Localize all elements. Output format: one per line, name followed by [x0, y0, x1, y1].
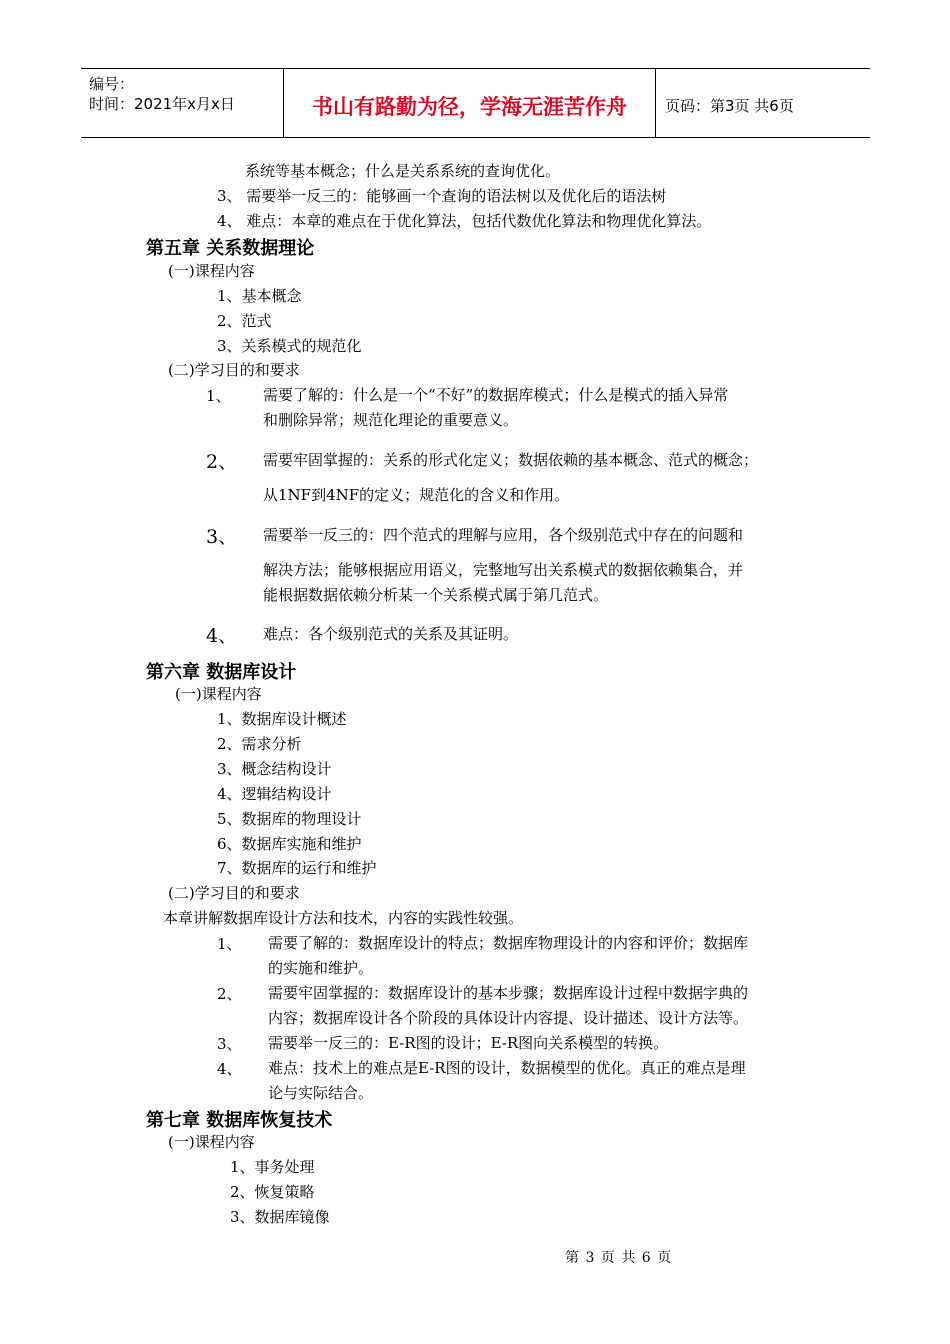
requirement-text: 需要牢固掌握的：关系的形式化定义；数据依赖的基本概念、范式的概念；	[263, 451, 759, 469]
header-motto: 书山有路勤为径，学海无涯苦作舟	[312, 95, 627, 119]
list-item: 3、概念结构设计	[217, 760, 332, 778]
requirement-text: 需要举一反三的：四个范式的理解与应用，各个级别范式中存在的问题和	[263, 526, 744, 544]
paragraph: 本章讲解数据库设计方法和技术，内容的实践性较强。	[163, 909, 524, 927]
list-item: 1、基本概念	[217, 287, 302, 305]
section-heading: (一)课程内容	[168, 262, 255, 280]
header-motto-cell	[283, 69, 656, 137]
chapter-6-title: 第六章 数据库设计	[146, 662, 297, 683]
text-line: 系统等基本概念；什么是关系系统的查询优化。	[245, 162, 561, 180]
doc-time-label: 时间：2021年x月x日	[89, 95, 235, 113]
requirement-text: 需要了解的：数据库设计的特点；数据库物理设计的内容和评价；数据库	[268, 934, 749, 952]
requirement-text: 从1NF到4NF的定义；规范化的含义和作用。	[263, 486, 570, 504]
requirement-number: 3、	[217, 1035, 242, 1053]
requirement-text: 需要举一反三的：E-R图的设计；E-R图向关系模型的转换。	[268, 1034, 669, 1052]
requirement-text: 难点：技术上的难点是E-R图的设计，数据模型的优化。真正的难点是理	[268, 1059, 746, 1077]
requirement-text: 需要了解的：什么是一个“不好”的数据库模式；什么是模式的插入异常	[263, 386, 729, 404]
list-item: 6、数据库实施和维护	[217, 835, 362, 853]
requirement-text: 能根据数据依赖分析某一个关系模式属于第几范式。	[263, 586, 609, 604]
list-item: 7、数据库的运行和维护	[217, 859, 377, 877]
requirement-text: 和删除异常；规范化理论的重要意义。	[263, 411, 519, 429]
requirement-text: 难点：各个级别范式的关系及其证明。	[263, 625, 519, 643]
section-heading: (二)学习目的和要求	[168, 884, 300, 902]
text-line: 4、 难点：本章的难点在于优化算法，包括代数优化算法和物理优化算法。	[217, 212, 712, 230]
header-page-code: 页码：第3页 共6页	[665, 97, 794, 115]
requirement-number: 4、	[217, 1060, 242, 1078]
list-item: 1、事务处理	[230, 1158, 315, 1176]
requirement-number: 2、	[217, 985, 242, 1003]
requirement-number: 1、	[206, 387, 231, 405]
requirement-text: 内容；数据库设计各个阶段的具体设计内容提、设计描述、设计方法等。	[268, 1009, 749, 1027]
list-item: 3、关系模式的规范化	[217, 337, 362, 355]
requirement-text: 的实施和维护。	[268, 959, 374, 977]
list-item: 2、恢复策略	[230, 1183, 315, 1201]
requirement-number: 2、	[206, 451, 238, 473]
section-heading: (二)学习目的和要求	[168, 361, 300, 379]
doc-number-label: 编号：	[89, 75, 135, 93]
chapter-5-title: 第五章 关系数据理论	[146, 238, 315, 259]
list-item: 2、范式	[217, 312, 272, 330]
list-item: 5、数据库的物理设计	[217, 810, 362, 828]
chapter-7-title: 第七章 数据库恢复技术	[146, 1110, 333, 1131]
header-right-cell	[655, 69, 870, 137]
page-footer: 第 3 页 共 6 页	[565, 1250, 673, 1266]
page-header	[81, 68, 870, 138]
list-item: 1、数据库设计概述	[217, 710, 347, 728]
requirement-text: 解决方法；能够根据应用语义，完整地写出关系模式的数据依赖集合，并	[263, 561, 744, 579]
requirement-number: 3、	[206, 526, 238, 548]
section-heading: (一)课程内容	[168, 1133, 255, 1151]
list-item: 2、需求分析	[217, 735, 302, 753]
requirement-number: 1、	[217, 935, 242, 953]
requirement-text: 需要牢固掌握的：数据库设计的基本步骤；数据库设计过程中数据字典的	[268, 984, 749, 1002]
requirement-text: 论与实际结合。	[268, 1084, 374, 1102]
requirement-number: 4、	[206, 625, 238, 647]
header-left-cell	[81, 69, 283, 137]
list-item: 3、数据库镜像	[230, 1208, 330, 1226]
text-line: 3、 需要举一反三的：能够画一个查询的语法树以及优化后的语法树	[217, 187, 667, 205]
list-item: 4、逻辑结构设计	[217, 785, 332, 803]
section-heading: (一)课程内容	[175, 685, 262, 703]
